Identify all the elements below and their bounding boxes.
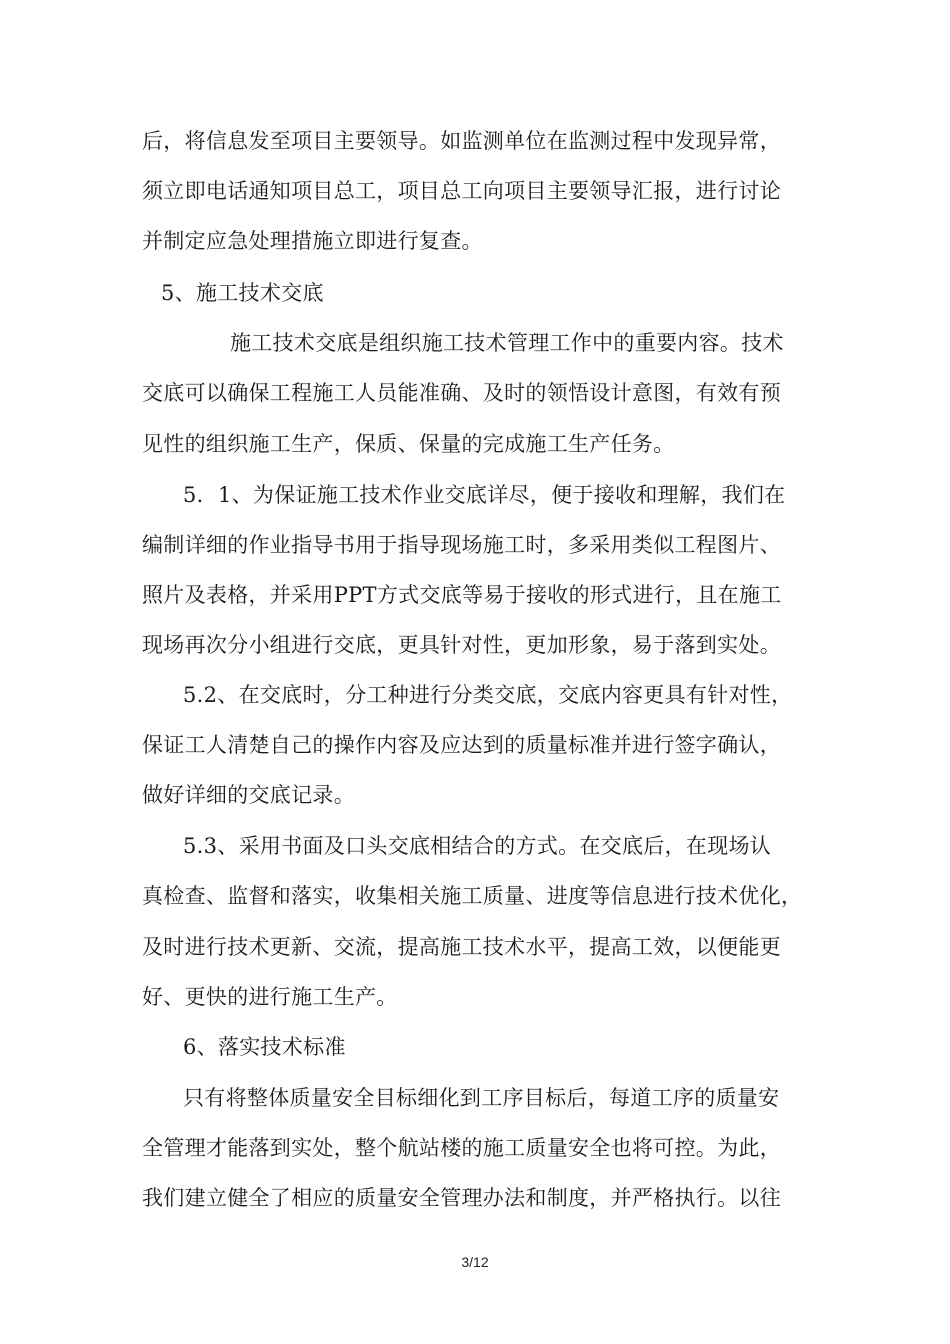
body-line: 真检查、监督和落实，收集相关施工质量、进度等信息进行技术优化， (142, 884, 803, 908)
body-line: 并制定应急处理措施立即进行复查。 (142, 229, 483, 253)
section-heading: 5、施工技术交底 (161, 281, 324, 305)
body-line: 现场再次分小组进行交底，更具针对性，更加形象，易于落到实处。 (142, 633, 781, 657)
body-line: 5.3、采用书面及口头交底相结合的方式。在交底后，在现场认 (183, 834, 772, 858)
body-line: 见性的组织施工生产，保质、保量的完成施工生产任务。 (142, 432, 675, 456)
body-line: 好、更快的进行施工生产。 (142, 985, 398, 1009)
body-line: 施工技术交底是组织施工技术管理工作中的重要内容。技术 (230, 331, 784, 355)
body-line: 5.2、在交底时，分工种进行分类交底，交底内容更具有针对性， (183, 683, 793, 707)
body-line: 后，将信息发至项目主要领导。如监测单位在监测过程中发现异常， (142, 129, 781, 153)
body-line: 只有将整体质量安全目标细化到工序目标后，每道工序的质量安 (183, 1086, 780, 1110)
body-line: 保证工人清楚自己的操作内容及应达到的质量标准并进行签字确认， (142, 733, 781, 757)
body-line: 及时进行技术更新、交流，提高施工技术水平，提高工效，以便能更 (142, 935, 781, 959)
page-number: 3/12 (461, 1254, 489, 1270)
section-heading: 6、落实技术标准 (183, 1035, 346, 1059)
body-line: 照片及表格，并采用PPT方式交底等易于接收的形式进行，且在施工 (142, 583, 782, 607)
body-line: 全管理才能落到实处，整个航站楼的施工质量安全也将可控。为此， (142, 1136, 781, 1160)
body-line: 5．1、为保证施工技术作业交底详尽，便于接收和理解，我们在 (183, 483, 786, 507)
body-line: 编制详细的作业指导书用于指导现场施工时，多采用类似工程图片、 (142, 533, 781, 557)
body-line: 交底可以确保工程施工人员能准确、及时的领悟设计意图，有效有预 (142, 381, 781, 405)
body-line: 须立即电话通知项目总工，项目总工向项目主要领导汇报，进行讨论 (142, 179, 781, 203)
body-line: 做好详细的交底记录。 (142, 783, 355, 807)
body-line: 我们建立健全了相应的质量安全管理办法和制度，并严格执行。以往 (142, 1186, 781, 1210)
